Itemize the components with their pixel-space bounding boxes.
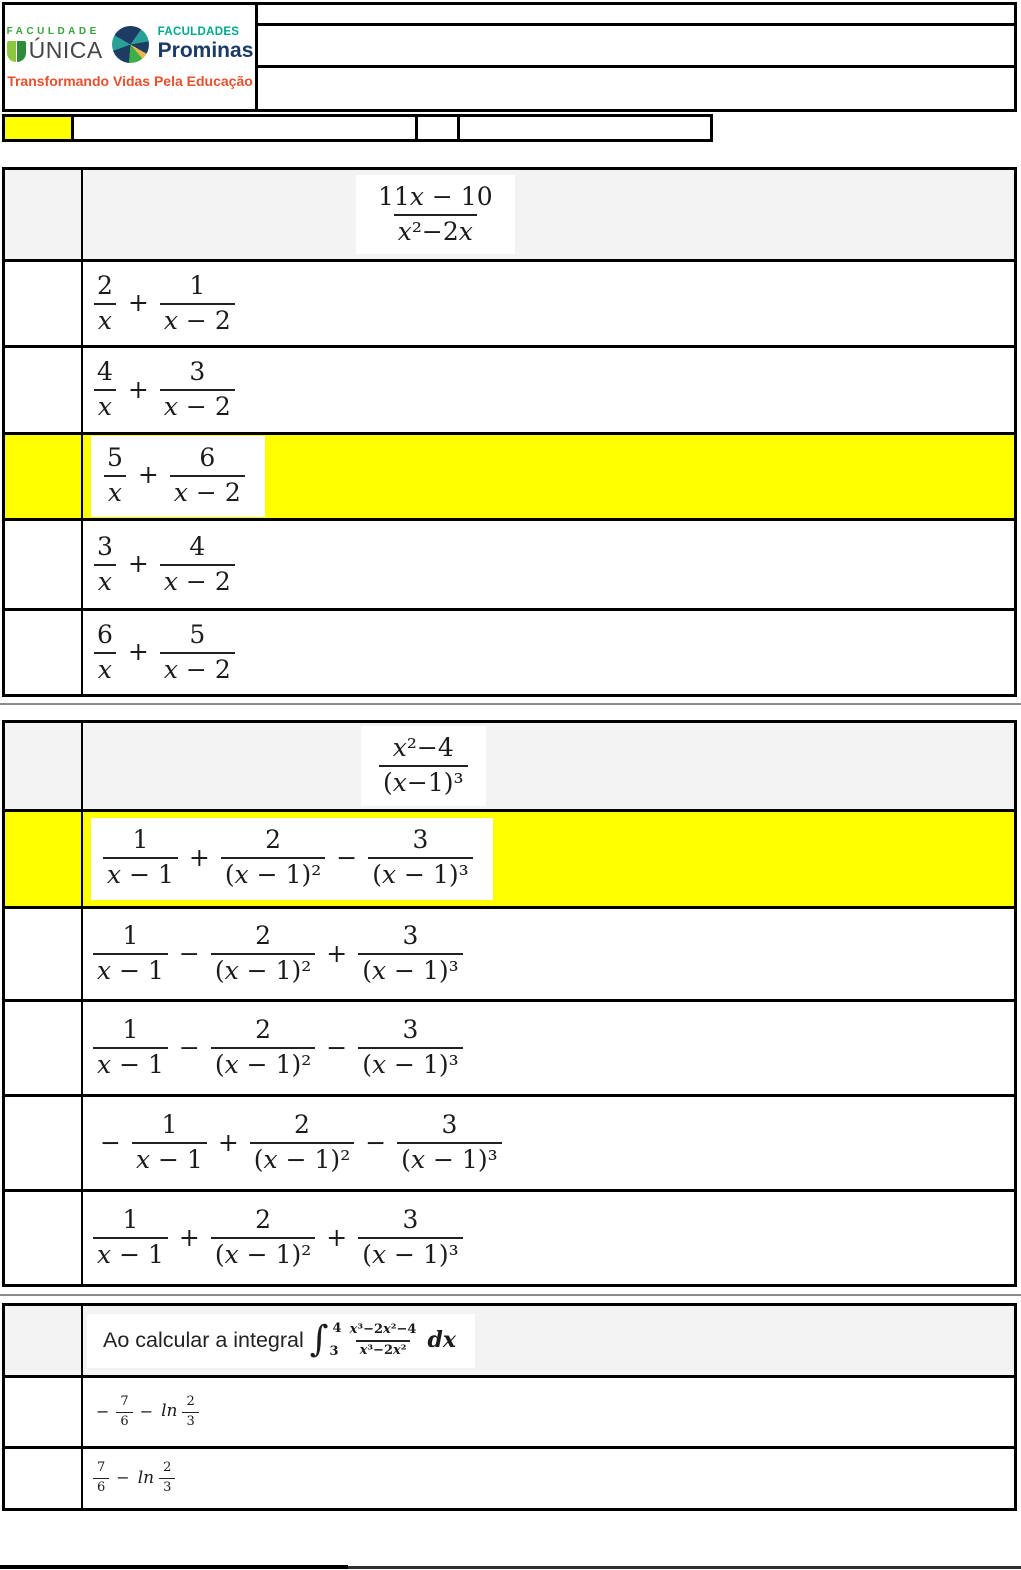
header-info-row-2 bbox=[258, 26, 1014, 68]
question-3-header-cell bbox=[83, 1306, 1014, 1375]
logo-faculdade-text: FACULDADE bbox=[6, 25, 100, 37]
option-marker-cell bbox=[5, 1192, 83, 1284]
fraction bbox=[103, 826, 178, 890]
question-3-header-row bbox=[5, 1306, 1014, 1375]
math-operator: − bbox=[326, 1032, 348, 1062]
math-variable: x bbox=[392, 1342, 401, 1358]
fraction-denominator: (x − 1)³ bbox=[368, 857, 472, 890]
fraction bbox=[93, 1206, 168, 1270]
header-table bbox=[2, 2, 1017, 112]
fraction-numerator: 1 bbox=[122, 921, 139, 951]
fraction-numerator: 2 bbox=[186, 1393, 195, 1409]
unica-logo-block bbox=[7, 27, 103, 62]
math-variable: x bbox=[392, 768, 407, 797]
question-3-option-2 bbox=[5, 1446, 1014, 1508]
fraction bbox=[160, 533, 235, 597]
math-variable: x bbox=[397, 216, 412, 246]
logo-cell bbox=[5, 5, 258, 109]
fraction-denominator: (x − 1)³ bbox=[397, 1142, 501, 1175]
fraction-denominator bbox=[94, 652, 116, 685]
fraction-numerator: 5 bbox=[107, 442, 123, 472]
logo-unica-text: ÚNICA bbox=[28, 36, 103, 63]
math-variable: x bbox=[163, 305, 178, 335]
math-variable: x bbox=[163, 654, 178, 684]
question-2-header-marker-cell bbox=[5, 723, 83, 809]
math-operator: − bbox=[178, 938, 200, 968]
fraction-numerator: 2 bbox=[255, 921, 271, 951]
fraction-denominator: (x − 1)² bbox=[221, 857, 325, 890]
fraction-denominator: (x − 1)³ bbox=[358, 953, 462, 986]
fraction-denominator: x³−2x² bbox=[356, 1340, 411, 1359]
integral bbox=[309, 1319, 342, 1361]
fraction-numerator: 2 bbox=[97, 270, 113, 300]
unica-logo-icon bbox=[7, 41, 26, 62]
question-3-header-formula bbox=[87, 1314, 475, 1368]
integral-limits bbox=[329, 1320, 342, 1360]
fraction bbox=[93, 358, 117, 422]
math-operator: − bbox=[178, 1032, 200, 1062]
fraction bbox=[397, 1111, 501, 1175]
fraction-numerator: 5 bbox=[189, 619, 206, 649]
fraction-numerator: 3 bbox=[402, 1015, 419, 1045]
header-info-row-1 bbox=[258, 5, 1014, 26]
question-2-header-cell bbox=[83, 723, 1014, 809]
fraction bbox=[368, 826, 472, 890]
fraction-numerator: 3 bbox=[402, 921, 419, 951]
math-variable: x bbox=[371, 956, 387, 985]
fraction-denominator: x − 1 bbox=[93, 953, 168, 986]
math-operator: + bbox=[137, 460, 159, 490]
fraction-denominator: (x − 1)² bbox=[211, 1237, 315, 1270]
question-2-header-row bbox=[5, 723, 1014, 809]
option-marker-cell bbox=[5, 611, 83, 694]
option-marker-cell bbox=[5, 909, 83, 999]
option-formula bbox=[91, 1395, 201, 1430]
fraction-numerator: 2 bbox=[255, 1015, 271, 1045]
math-variable: x bbox=[410, 1145, 426, 1174]
fraction-denominator: x − 1 bbox=[93, 1237, 168, 1270]
fraction-numerator: 3 bbox=[97, 531, 113, 561]
fraction-denominator bbox=[94, 389, 116, 422]
question-3-table bbox=[2, 1303, 1017, 1511]
fraction bbox=[374, 183, 497, 247]
fraction-numerator: 4 bbox=[97, 357, 113, 387]
math-operator: − bbox=[116, 1468, 130, 1488]
fraction-numerator: 4 bbox=[189, 531, 206, 561]
option-marker-cell bbox=[5, 1097, 83, 1189]
question-2-option-2 bbox=[5, 906, 1014, 999]
meta-cell-highlighted bbox=[5, 117, 74, 139]
question-1-option-5 bbox=[5, 608, 1014, 694]
math-operator: + bbox=[178, 1222, 200, 1252]
math-variable: x bbox=[97, 654, 112, 684]
fraction-numerator: 2 bbox=[294, 1110, 310, 1140]
question-2-option-4 bbox=[5, 1094, 1014, 1189]
fraction-denominator: 3 bbox=[159, 1478, 175, 1496]
fraction-numerator: 6 bbox=[97, 619, 113, 649]
option-marker-cell bbox=[5, 435, 83, 518]
fraction-numerator: 7 bbox=[97, 1460, 106, 1476]
fraction-denominator: 3 bbox=[182, 1412, 198, 1430]
math-variable: x bbox=[224, 1050, 239, 1079]
fraction-denominator: (x − 1)² bbox=[211, 1047, 315, 1080]
fraction bbox=[160, 272, 235, 336]
fraction bbox=[211, 922, 315, 986]
fraction-denominator: x − 2 bbox=[160, 652, 235, 685]
fraction-denominator bbox=[94, 564, 116, 597]
math-variable: x bbox=[163, 392, 178, 421]
question-1-header-formula bbox=[356, 175, 515, 255]
fraction-numerator: 2 bbox=[265, 825, 281, 855]
fraction-denominator: x − 1 bbox=[103, 857, 178, 890]
question-2-option-1-highlighted bbox=[5, 809, 1014, 906]
logo-faculdades-text: FACULDADES bbox=[157, 26, 240, 39]
question-1-option-3-highlighted bbox=[5, 432, 1014, 518]
fraction-numerator: 2 bbox=[163, 1460, 172, 1476]
fraction bbox=[358, 1206, 462, 1270]
math-variable: x bbox=[97, 305, 112, 335]
fraction-numerator: 3 bbox=[189, 357, 206, 387]
fraction-denominator: x − 2 bbox=[160, 303, 235, 336]
question-2-header-formula bbox=[361, 726, 486, 806]
fraction-denominator: x²−2x bbox=[394, 214, 477, 247]
section-divider-1 bbox=[0, 703, 1021, 705]
math-variable: x bbox=[97, 1050, 112, 1079]
fraction-denominator: x − 1 bbox=[93, 1047, 168, 1080]
fraction bbox=[103, 444, 127, 508]
logo-tagline: Transformando Vidas Pela Educação bbox=[7, 72, 253, 89]
fraction-denominator: (x − 1)² bbox=[211, 953, 315, 986]
fraction bbox=[211, 1016, 315, 1080]
fraction-denominator bbox=[104, 475, 126, 508]
math-variable: x bbox=[263, 1145, 278, 1174]
fraction bbox=[93, 922, 168, 986]
math-variable: x bbox=[97, 1240, 112, 1269]
fraction-denominator: x − 2 bbox=[170, 475, 245, 508]
math-variable: x bbox=[97, 392, 112, 421]
fraction bbox=[358, 1016, 462, 1080]
page-break-line-right bbox=[348, 1566, 1021, 1569]
math-operator: − bbox=[100, 1127, 121, 1157]
math-variable: x bbox=[371, 1050, 387, 1079]
fraction bbox=[160, 358, 235, 422]
option-formula bbox=[91, 1461, 177, 1496]
plain-text: Ao calcular a integral bbox=[103, 1328, 304, 1353]
fraction-denominator: x − 1 bbox=[132, 1142, 207, 1175]
math-variable: x bbox=[371, 1240, 387, 1269]
math-variable: x bbox=[458, 216, 473, 246]
math-variable: x bbox=[392, 733, 407, 763]
header-info-column bbox=[258, 5, 1014, 109]
question-1-header-row bbox=[5, 170, 1014, 259]
page-break-line-left bbox=[0, 1565, 348, 1569]
fraction bbox=[93, 621, 117, 685]
option-formula bbox=[91, 436, 265, 518]
option-formula bbox=[91, 358, 237, 422]
option-marker-cell bbox=[5, 1449, 83, 1508]
math-variable: x bbox=[135, 1145, 151, 1174]
question-3-option-1 bbox=[5, 1375, 1014, 1446]
header-info-row-3 bbox=[258, 68, 1014, 109]
math-operator: + bbox=[127, 549, 149, 579]
math-variable: x bbox=[224, 956, 239, 985]
fraction bbox=[250, 1111, 354, 1175]
math-operator: + bbox=[127, 288, 149, 318]
fraction-denominator: x − 2 bbox=[160, 564, 235, 597]
fraction-numerator: 3 bbox=[412, 825, 429, 855]
math-variable: x bbox=[107, 477, 122, 507]
fraction bbox=[170, 444, 245, 508]
math-operator: + bbox=[188, 842, 210, 872]
question-3-header-marker-cell bbox=[5, 1306, 83, 1375]
math-operator: + bbox=[326, 1222, 348, 1252]
fraction-numerator: 1 bbox=[122, 1205, 139, 1235]
option-formula bbox=[91, 1016, 465, 1080]
question-2-option-3 bbox=[5, 999, 1014, 1094]
math-operator: + bbox=[127, 637, 149, 667]
fraction-denominator: (x − 1)³ bbox=[358, 1047, 462, 1080]
fraction-numerator: 1 bbox=[122, 1015, 139, 1045]
option-formula bbox=[91, 621, 237, 685]
fraction-numerator: x³−2x²−4 bbox=[349, 1321, 417, 1337]
fraction bbox=[160, 621, 235, 685]
option-formula bbox=[91, 1111, 504, 1175]
math-variable: x bbox=[234, 860, 249, 889]
fraction bbox=[132, 1111, 207, 1175]
question-2-option-5 bbox=[5, 1189, 1014, 1284]
option-formula bbox=[91, 1206, 465, 1270]
math-operator: + bbox=[127, 374, 149, 404]
prominas-logo-block bbox=[158, 27, 254, 61]
math-variable: x bbox=[163, 566, 178, 596]
fraction-numerator: 1 bbox=[189, 270, 206, 300]
fraction-numerator: 3 bbox=[441, 1110, 458, 1140]
fraction bbox=[116, 1395, 132, 1430]
math-italic-text: dx bbox=[427, 1326, 456, 1353]
option-marker-cell bbox=[5, 1002, 83, 1094]
fraction-denominator bbox=[94, 303, 116, 336]
math-variable: x bbox=[173, 477, 188, 507]
meta-cell-4 bbox=[460, 117, 710, 139]
fraction-denominator: 6 bbox=[116, 1412, 132, 1430]
math-operator: + bbox=[326, 938, 348, 968]
fraction-denominator: (x−1)³ bbox=[379, 765, 468, 798]
fraction bbox=[182, 1395, 198, 1430]
option-marker-cell bbox=[5, 521, 83, 608]
question-1-option-1 bbox=[5, 259, 1014, 345]
logo-prominas-text: Prominas bbox=[157, 38, 254, 62]
meta-cell-3 bbox=[418, 117, 460, 139]
option-formula bbox=[91, 272, 237, 336]
math-italic-text: ln bbox=[137, 1467, 155, 1488]
integral-sign: ∫ bbox=[309, 1319, 329, 1361]
option-formula bbox=[91, 818, 493, 900]
option-formula bbox=[91, 533, 237, 597]
math-operator: − bbox=[139, 1401, 154, 1421]
math-operator: − bbox=[365, 1127, 387, 1157]
math-variable: x bbox=[97, 956, 112, 985]
option-marker-cell bbox=[5, 812, 83, 906]
fraction bbox=[346, 1323, 421, 1359]
fraction bbox=[93, 1461, 109, 1496]
option-marker-cell bbox=[5, 1378, 83, 1446]
fraction-numerator: 7 bbox=[120, 1393, 129, 1409]
question-1-table bbox=[2, 167, 1017, 697]
section-divider-2 bbox=[0, 1294, 1021, 1296]
question-1-header-cell bbox=[83, 170, 1014, 259]
fraction-denominator: (x − 1)² bbox=[250, 1142, 354, 1175]
option-marker-cell bbox=[5, 262, 83, 345]
math-variable: x bbox=[107, 860, 122, 889]
fraction-denominator: (x − 1)³ bbox=[358, 1237, 462, 1270]
integral-upper-limit: 4 bbox=[332, 1320, 342, 1336]
integral-lower-limit: 3 bbox=[329, 1343, 339, 1359]
math-italic-text: ln bbox=[161, 1401, 178, 1422]
meta-cell-2 bbox=[74, 117, 418, 139]
fraction bbox=[379, 734, 468, 798]
math-variable: x bbox=[97, 566, 112, 596]
fraction bbox=[159, 1461, 175, 1496]
meta-strip bbox=[2, 114, 713, 142]
math-operator: − bbox=[336, 842, 358, 872]
math-variable: x bbox=[381, 860, 397, 889]
fraction bbox=[211, 1206, 315, 1270]
fraction-numerator: x²−4 bbox=[392, 733, 454, 763]
logo-row bbox=[7, 26, 254, 63]
fraction bbox=[221, 826, 325, 890]
math-variable: x bbox=[349, 1321, 358, 1337]
question-1-option-2 bbox=[5, 345, 1014, 432]
fraction bbox=[358, 922, 462, 986]
fraction-numerator: 6 bbox=[199, 442, 216, 472]
question-1-option-4 bbox=[5, 518, 1014, 608]
fraction-numerator: 11x − 10 bbox=[378, 181, 493, 211]
fraction bbox=[93, 1016, 168, 1080]
prominas-globe-icon bbox=[112, 26, 149, 63]
math-operator: + bbox=[217, 1127, 239, 1157]
fraction bbox=[93, 533, 117, 597]
fraction bbox=[93, 272, 117, 336]
math-operator: − bbox=[96, 1401, 110, 1421]
fraction-numerator: 1 bbox=[132, 825, 149, 855]
fraction-denominator: x − 2 bbox=[160, 389, 235, 422]
option-formula bbox=[91, 922, 465, 986]
question-1-header-marker-cell bbox=[5, 170, 83, 259]
math-variable: x bbox=[383, 1321, 391, 1337]
question-2-table bbox=[2, 720, 1017, 1287]
math-variable: x bbox=[359, 1342, 368, 1358]
fraction-numerator: 2 bbox=[255, 1205, 271, 1235]
option-marker-cell bbox=[5, 348, 83, 432]
math-variable: x bbox=[224, 1240, 239, 1269]
math-variable: x bbox=[409, 181, 424, 211]
fraction-numerator: 3 bbox=[402, 1205, 419, 1235]
fraction-numerator: 1 bbox=[161, 1110, 178, 1140]
fraction-denominator: 6 bbox=[93, 1478, 109, 1496]
